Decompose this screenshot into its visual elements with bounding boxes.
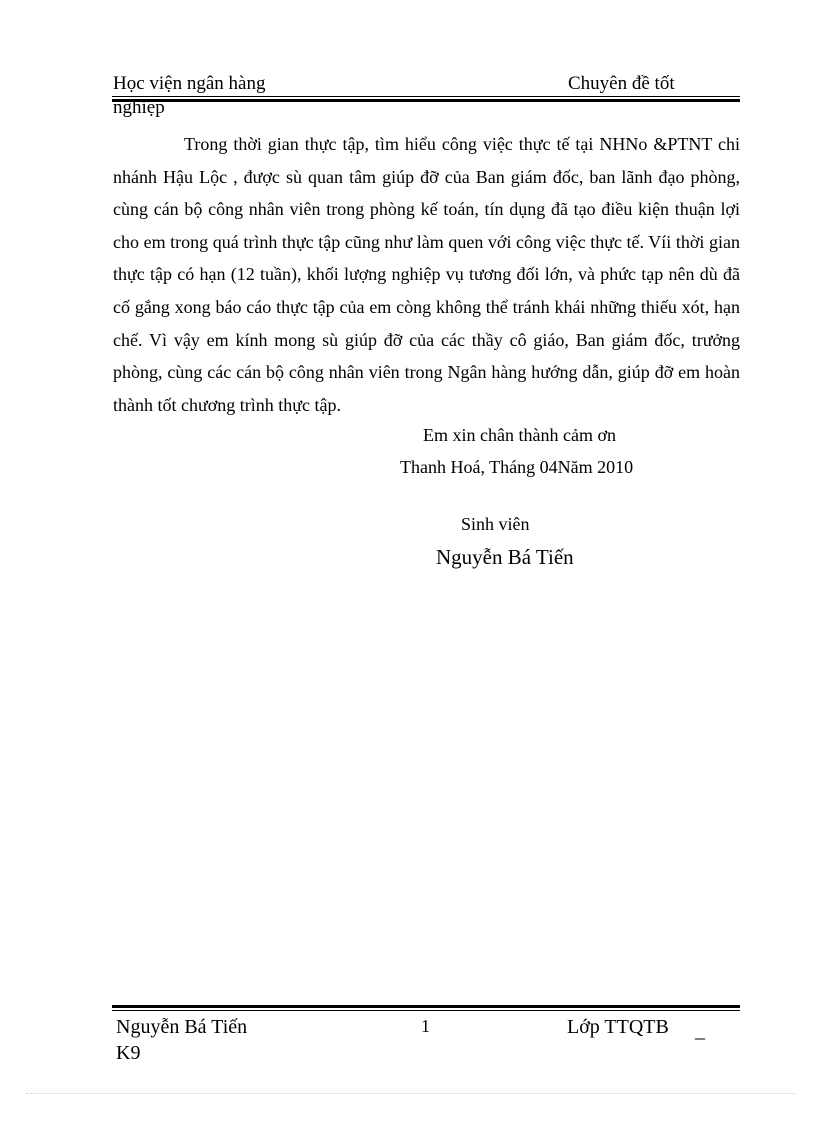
acknowledgement-paragraph: Trong thời gian thực tập, tìm hiểu công việc thực tế tại NHNo &PTNT chi nhánh Hậu Lộc , được sù quan tâm giúp đỡ của Ban giám đốc, ban lãnh đạo phòng, cùng cán bộ công nhân viên trong phòng kế toán, tín dụng đã tạo điều kiện thuận lợi cho em trong quá trình thực tập cũng như làm quen với công việc thực tế. Víi thời gian thực tập có hạn (12 tuần), khối lượng nghiệp vụ tương đối lớn, và phức tạp nên dù đã cố gắng xong báo cáo thực tập của em còng không thể tránh khái những thiếu xót, hạn chế. Vì vậy em kính mong sù giúp đỡ của các thầy cô giáo, Ban giám đốc, trưởng phòng, cùng các cán bộ công nhân viên trong Ngân hàng hướng dẫn, giúp đỡ em hoàn thành tốt chương trình thực tập. — [113, 134, 740, 415]
footer-author: Nguyễn Bá Tiến — [116, 1016, 248, 1038]
footer-author-continued: K9 — [116, 1042, 141, 1064]
header-report-title: Chuyên đề tốt — [568, 73, 675, 94]
footer-class: Lớp TTQTB — [567, 1016, 669, 1038]
page-number: 1 — [421, 1016, 430, 1036]
place-and-date: Thanh Hoá, Tháng 04Năm 2010 — [400, 457, 634, 477]
signature-name: Nguyễn Bá Tiến — [436, 545, 574, 569]
header-institution: Học viện ngân hàng — [113, 73, 266, 94]
page-edge-divider — [26, 1093, 796, 1094]
footer-divider — [112, 1005, 740, 1011]
footer-class-tail: _ — [695, 1020, 705, 1042]
closing-thanks: Em xin chân thành cảm ơn — [423, 425, 616, 445]
header-report-title-continued: nghiệp — [113, 97, 165, 118]
header-divider — [112, 96, 740, 102]
signature-label: Sinh viên — [461, 514, 530, 534]
